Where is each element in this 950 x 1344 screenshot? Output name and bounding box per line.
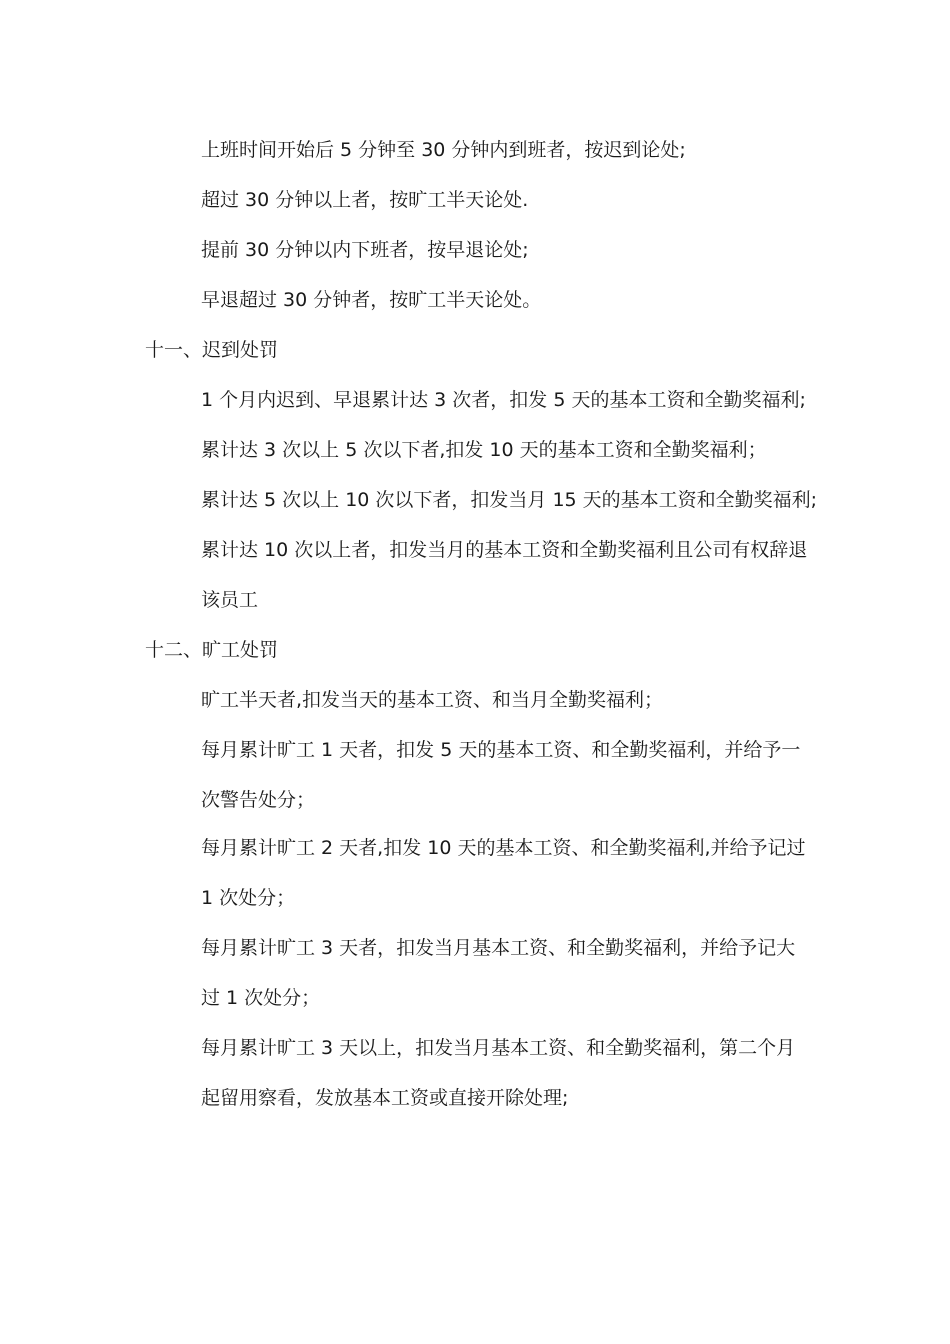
absence-penalty-line-7: 过 1 次处分； — [201, 987, 321, 1009]
absence-penalty-line-6: 每月累计旷工 3 天者，扣发当月基本工资、和全勤奖福利，并给予记大 — [201, 937, 796, 959]
absence-penalty-line-1: 旷工半天者,扣发当天的基本工资、和当月全勤奖福利； — [201, 689, 664, 711]
absence-penalty-line-5: 1 次处分； — [201, 887, 296, 909]
rule-late-definition: 上班时间开始后 5 分钟至 30 分钟内到班者，按迟到论处; — [201, 139, 686, 161]
absence-penalty-line-8: 每月累计旷工 3 天以上，扣发当月基本工资、和全勤奖福利，第二个月 — [201, 1037, 796, 1059]
late-penalty-line-1: 1 个月内迟到、早退累计达 3 次者，扣发 5 天的基本工资和全勤奖福利; — [201, 389, 806, 411]
late-penalty-line-2: 累计达 3 次以上 5 次以下者,扣发 10 天的基本工资和全勤奖福利； — [201, 439, 767, 461]
absence-penalty-line-3: 次警告处分； — [201, 789, 316, 811]
absence-penalty-line-9: 起留用察看，发放基本工资或直接开除处理; — [201, 1087, 569, 1109]
section-heading-late-penalty: 十一、迟到处罚 — [145, 339, 279, 361]
absence-penalty-line-4: 每月累计旷工 2 天者,扣发 10 天的基本工资、和全勤奖福利,并给予记过 — [201, 837, 806, 859]
rule-early-leave-over-30: 早退超过 30 分钟者，按旷工半天论处。 — [201, 289, 542, 311]
section-heading-absence-penalty: 十二、旷工处罚 — [145, 639, 279, 661]
rule-early-leave-definition: 提前 30 分钟以内下班者，按早退论处; — [201, 239, 529, 261]
late-penalty-line-4: 累计达 10 次以上者，扣发当月的基本工资和全勤奖福利且公司有权辞退 — [201, 539, 808, 561]
rule-late-over-30: 超过 30 分钟以上者，按旷工半天论处. — [201, 189, 529, 211]
late-penalty-line-3: 累计达 5 次以上 10 次以下者，扣发当月 15 天的基本工资和全勤奖福利; — [201, 489, 818, 511]
late-penalty-line-5: 该员工 — [201, 589, 259, 611]
absence-penalty-line-2: 每月累计旷工 1 天者，扣发 5 天的基本工资、和全勤奖福利，并给予一 — [201, 739, 801, 761]
